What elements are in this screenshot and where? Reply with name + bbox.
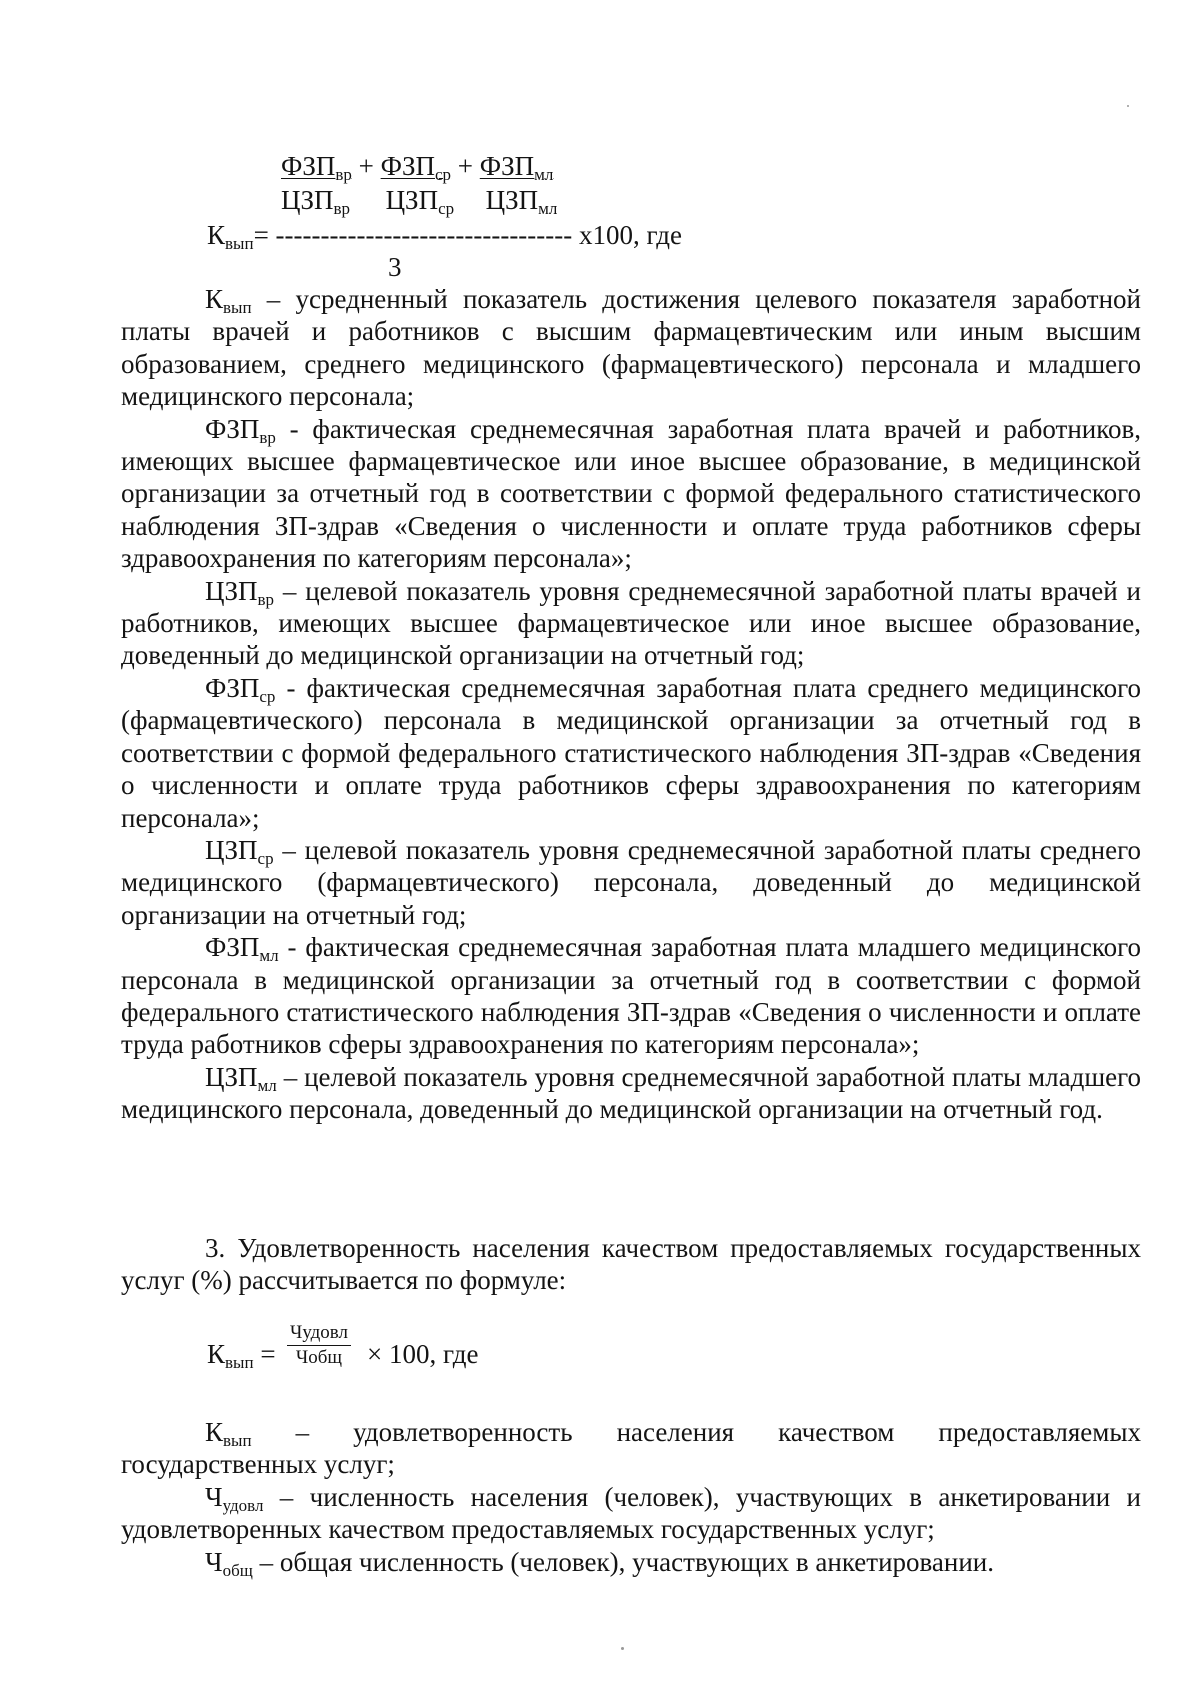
definition-fzp-vr: $ФЗП_{вр}$ - фактическая среднемесячная заработная плата врачей и работников, имеющих высшее фармацевтическое или иное высшее образование, в медицинской организации за отчетный год в соответствии с формой федерального статистического наблюдения ЗП-здрав «Сведения о численности и оплате труда работников сферы здравоохранения по категориям персонала»; (121, 413, 1141, 574)
section-3-paragraph: 3. Удовлетворенность населения качеством предоставляемых государственных услуг (%) рассчитывается по формуле: (121, 1233, 1141, 1296)
definition-k-vyp: $К_{вып}$ – усредненный показатель достижения целевого показателя заработной платы врачей и работников с высшим фармацевтическим или иным высшим образованием, среднего медицинского (фармацевтического) персонала и младшего медицинского персонала; (121, 284, 1141, 412)
term-fzp-ml: $ФЗП_{мл}$ (479, 151, 554, 184)
term-czp-vr: $ЦЗП_{вр}$ (281, 185, 351, 218)
equals-sign: = (253, 220, 269, 250)
definition-czp-sr: $ЦЗП_{ср}$ – целевой показатель уровня среднемесячной заработной платы среднего медицинского (фармацевтического) персонала, доведенный до медицинской организации на отчетный год; (121, 834, 1141, 930)
formula-1-dashes: --------------------------------- (275, 220, 573, 250)
fraction-numerator: Чудовл (287, 1321, 351, 1346)
term-czp-ml: $ЦЗП_{мл}$ (485, 185, 558, 218)
formula-1-denominator-row (281, 184, 557, 216)
scan-speck (1127, 105, 1129, 107)
definition-k-vyp-2: $К_{вып}$ – удовлетворенность населения качеством предоставляемых государственных услуг; (121, 1417, 1141, 1480)
scan-speck (621, 1647, 624, 1650)
formula-1-divisor: 3 (388, 252, 402, 282)
plus-sign: + (358, 151, 374, 181)
term-fzp-vr: $ФЗП_{вр}$ (281, 151, 352, 184)
definition-fzp-ml: $ФЗП_{мл}$ - фактическая среднемесячная заработная плата младшего медицинского персонала в медицинской организации за отчетный год в соответствии с формой федерального статистического наблюдения ЗП-здрав «Сведения о численности и оплате труда работников сферы здравоохранения по категориям персонала»; (121, 932, 1141, 1060)
definition-czp-vr: $ЦЗП_{вр}$ – целевой показатель уровня среднемесячной заработной платы врачей и работников, имеющих высшее фармацевтическое или иное высшее образование, доведенный до медицинской организации на отчетный год; (121, 575, 1141, 671)
definition-ch-obsh: $Ч_{общ}$ – общая численность (человек), участвующих в анкетировании. (205, 1546, 995, 1580)
term-fzp-sr: $ФЗП_{ср}$ (380, 151, 452, 184)
formula-2-fraction (287, 1321, 351, 1370)
formula-1-lhs: $К_{вып}$ (207, 220, 254, 253)
definitions-1 (0, 283, 1141, 1126)
definition-ch-udovl: $Ч_{удовл}$ – численность населения (человек), участвующих в анкетировании и удовлетворенных качеством предоставляемых государственных услуг; (121, 1481, 1141, 1545)
fraction-denominator: Чобщ (295, 1347, 343, 1368)
formula-2-tail: × 100, где (367, 1339, 479, 1369)
formula-2-lhs: $К_{вып}$ = (207, 1339, 276, 1372)
formula-1-tail: х100, где (579, 220, 682, 250)
term-czp-sr: $ЦЗП_{ср}$ (385, 185, 455, 218)
definition-fzp-sr: $ФЗП_{ср}$ - фактическая среднемесячная заработная плата среднего медицинского (фармацевтического) персонала в медицинской организации за отчетный год в соответствии с формой федерального статистического наблюдения ЗП-здрав «Сведения о численности и оплате труда работников сферы здравоохранения по категориям персонала»; (121, 672, 1141, 833)
formula-1-main-row (207, 219, 682, 251)
equals-sign: = (260, 1339, 276, 1369)
definition-czp-ml: $ЦЗП_{мл}$ – целевой показатель уровня среднемесячной заработной платы младшего медицинского персонала, доведенный до медицинской организации на отчетный год. (121, 1061, 1141, 1125)
definitions-2 (0, 1416, 1141, 1580)
formula-1-numerator-row (281, 150, 553, 182)
plus-sign: + (457, 151, 474, 181)
